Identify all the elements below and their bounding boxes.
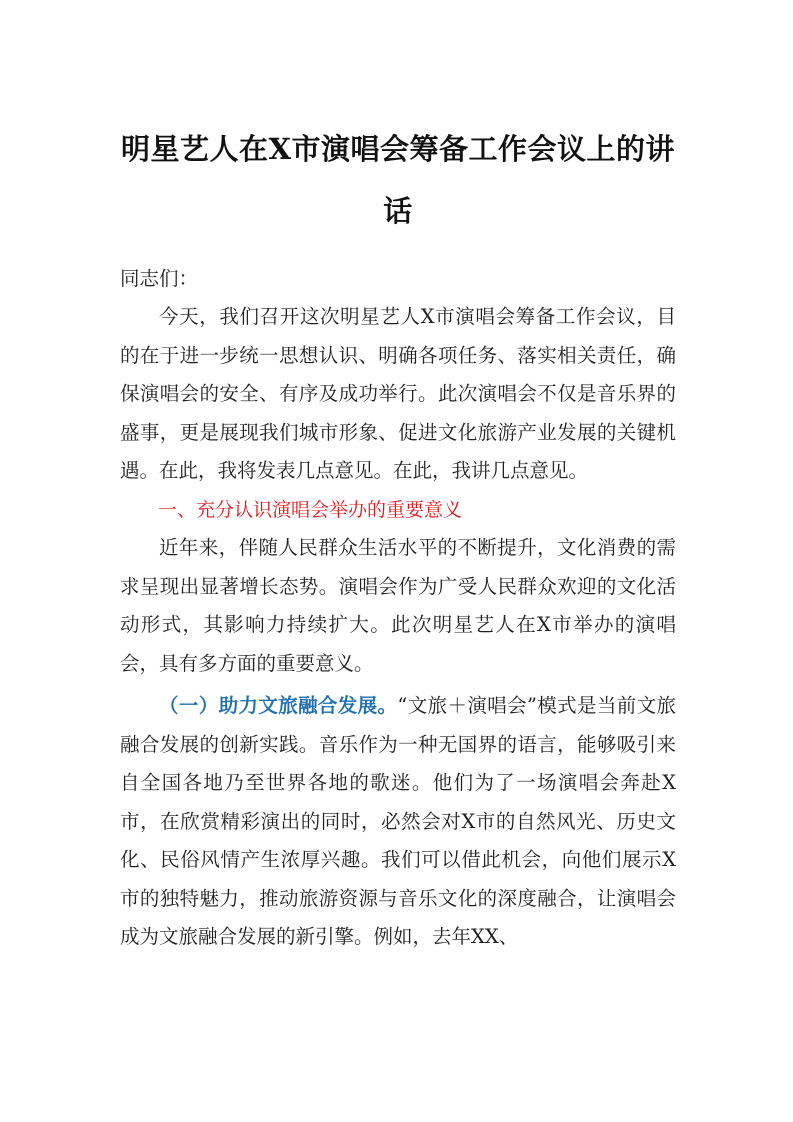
intro-paragraph: 今天，我们召开这次明星艺人X市演唱会筹备工作会议，目的在于进一步统一思想认识、明确各项任务、落实相关责任，确保演唱会的安全、有序及成功举行。此次演唱会不仅是音乐界的盛事，更是展现我们城市形象、促进文化旅游产业发展的关键机遇。在此，我将发表几点意见。在此，我讲几点意见。 bbox=[120, 305, 676, 482]
document-page bbox=[120, 118, 676, 957]
salutation: 同志们： bbox=[120, 267, 199, 290]
document-title: 明星艺人在X市演唱会筹备工作会议上的讲话 bbox=[120, 132, 675, 228]
subsection1-body: “文旅＋演唱会”模式是当前文旅融合发展的创新实践。音乐作为一种无国界的语言，能够吸引来自全国各地乃至世界各地的歌迷。他们为了一场演唱会奔赴X市，在欣赏精彩演出的同时，必然会对X市的自然风光、历史文化、民俗风情产生浓厚兴趣。我们可以借此机会，向他们展示X市的独特魅力，推动旅游资源与音乐文化的深度融合，让演唱会成为文旅融合发展的新引擎。例如，去年XX、 bbox=[120, 694, 676, 948]
subsection1-paragraph bbox=[120, 687, 676, 957]
subsection1-lead: （一）助力文旅融合发展。 bbox=[159, 694, 398, 717]
section-heading-1: 一、充分认识演唱会举办的重要意义 bbox=[158, 498, 463, 521]
section1-paragraph: 近年来，伴随人民群众生活水平的不断提升，文化消费的需求呈现出显著增长态势。演唱会作为广受人民群众欢迎的文化活动形式，其影响力持续扩大。此次明星艺人在X市举办的演唱会，具有多方面的重要意义。 bbox=[120, 536, 676, 675]
